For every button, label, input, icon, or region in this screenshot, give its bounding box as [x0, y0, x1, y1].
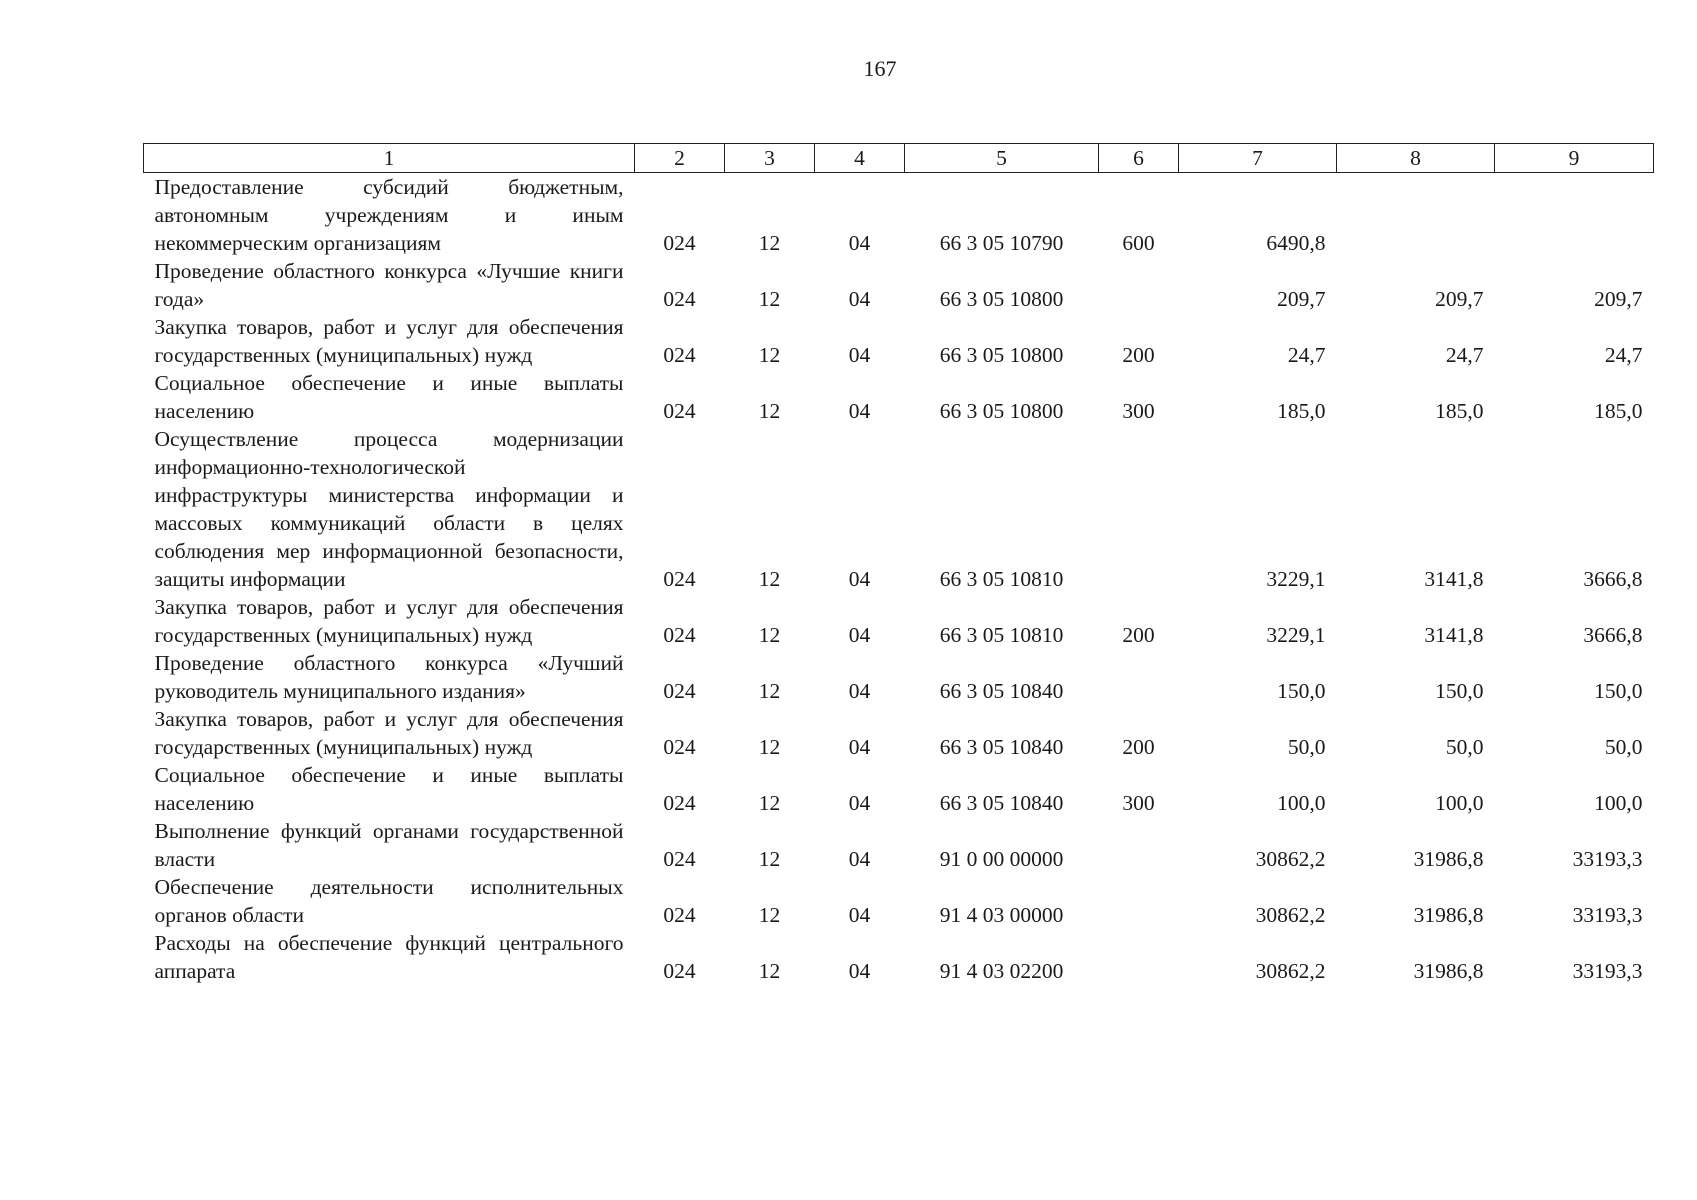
table-row: [144, 873, 1654, 929]
column-header: 5: [905, 144, 1099, 173]
expense-name: Социальное обеспечение и иные выплаты населению: [154, 371, 624, 423]
table-row: [144, 313, 1654, 369]
section-code: 12: [758, 567, 781, 591]
table-row: [144, 761, 1654, 817]
expense-type-code: 600: [1122, 231, 1155, 255]
table-header-row: [144, 144, 1654, 173]
amount-year-2: 31986,8: [1413, 959, 1484, 983]
expense-type-code: [1099, 257, 1179, 313]
column-header: 4: [815, 144, 905, 173]
amount-year-1: 24,7: [1287, 343, 1326, 367]
amount-year-1: 3229,1: [1266, 567, 1326, 591]
table-row: [144, 369, 1654, 425]
table-row: [144, 817, 1654, 873]
ministry-code: 024: [663, 567, 696, 591]
expense-type-code: 300: [1122, 399, 1155, 423]
subsection-code: 04: [848, 567, 871, 591]
subsection-code: 04: [848, 399, 871, 423]
subsection-code: 04: [848, 231, 871, 255]
ministry-code: 024: [663, 623, 696, 647]
table-row: [144, 705, 1654, 761]
expense-name: Социальное обеспечение и иные выплаты населению: [154, 763, 624, 815]
amount-year-2: 100,0: [1435, 791, 1484, 815]
amount-year-2: 31986,8: [1413, 847, 1484, 871]
ministry-code: 024: [663, 679, 696, 703]
amount-year-3: 3666,8: [1583, 623, 1643, 647]
amount-year-3: 33193,3: [1572, 847, 1643, 871]
table-body: [144, 173, 1654, 986]
subsection-code: 04: [848, 679, 871, 703]
target-article-code: 66 3 05 10800: [939, 399, 1064, 423]
section-code: 12: [758, 847, 781, 871]
section-code: 12: [758, 399, 781, 423]
subsection-code: 04: [848, 343, 871, 367]
amount-year-3: 50,0: [1604, 735, 1643, 759]
target-article-code: 66 3 05 10810: [939, 567, 1064, 591]
amount-year-1: 30862,2: [1255, 903, 1326, 927]
column-header: 6: [1099, 144, 1179, 173]
amount-year-3: 150,0: [1594, 679, 1643, 703]
column-header: 8: [1337, 144, 1495, 173]
target-article-code: 91 0 00 00000: [939, 847, 1064, 871]
section-code: 12: [758, 679, 781, 703]
amount-year-2: 209,7: [1435, 287, 1484, 311]
amount-year-1: 209,7: [1277, 287, 1326, 311]
expense-name: Расходы на обеспечение функций центрального аппарата: [154, 931, 624, 983]
expense-type-code: [1099, 649, 1179, 705]
table-row: [144, 173, 1654, 258]
column-header: 7: [1179, 144, 1337, 173]
expense-type-code: [1099, 929, 1179, 985]
expense-name: Закупка товаров, работ и услуг для обеспечения государственных (муниципальных) нужд: [154, 707, 624, 759]
expense-type-code: 200: [1122, 343, 1155, 367]
amount-year-2: 3141,8: [1424, 567, 1484, 591]
amount-year-2: 150,0: [1435, 679, 1484, 703]
target-article-code: 66 3 05 10800: [939, 343, 1064, 367]
amount-year-3: 100,0: [1594, 791, 1643, 815]
section-code: 12: [758, 287, 781, 311]
target-article-code: 91 4 03 00000: [939, 903, 1064, 927]
ministry-code: 024: [663, 735, 696, 759]
target-article-code: 66 3 05 10840: [939, 791, 1064, 815]
section-code: 12: [758, 735, 781, 759]
amount-year-3: 209,7: [1594, 287, 1643, 311]
amount-year-1: 30862,2: [1255, 847, 1326, 871]
expense-name: Обеспечение деятельности исполнительных органов области: [154, 875, 624, 927]
amount-year-1: 30862,2: [1255, 959, 1326, 983]
ministry-code: 024: [663, 903, 696, 927]
section-code: 12: [758, 791, 781, 815]
column-header: 9: [1495, 144, 1654, 173]
amount-year-2: 50,0: [1445, 735, 1484, 759]
ministry-code: 024: [663, 847, 696, 871]
amount-year-2: [1337, 173, 1495, 258]
expense-name: Выполнение функций органами государственной власти: [154, 819, 624, 871]
amount-year-3: [1495, 173, 1654, 258]
section-code: 12: [758, 959, 781, 983]
subsection-code: 04: [848, 959, 871, 983]
budget-table: [143, 143, 1654, 985]
target-article-code: 66 3 05 10840: [939, 735, 1064, 759]
subsection-code: 04: [848, 623, 871, 647]
amount-year-1: 100,0: [1277, 791, 1326, 815]
expense-type-code: 200: [1122, 623, 1155, 647]
expense-name: Осуществление процесса модернизации информационно-технологической инфраструктуры министерства информации и массовых коммуникаций области в целях соблюдения мер информационной безопасности, защиты информации: [154, 427, 624, 591]
expense-type-code: [1099, 873, 1179, 929]
expense-name: Проведение областного конкурса «Лучшие книги года»: [154, 259, 624, 311]
section-code: 12: [758, 343, 781, 367]
expense-name: Проведение областного конкурса «Лучший руководитель муниципального издания»: [154, 651, 624, 703]
table-row: [144, 929, 1654, 985]
amount-year-2: 31986,8: [1413, 903, 1484, 927]
ministry-code: 024: [663, 287, 696, 311]
amount-year-3: 33193,3: [1572, 959, 1643, 983]
expense-name: Закупка товаров, работ и услуг для обеспечения государственных (муниципальных) нужд: [154, 595, 624, 647]
subsection-code: 04: [848, 791, 871, 815]
table-row: [144, 649, 1654, 705]
ministry-code: 024: [663, 231, 696, 255]
amount-year-1: 185,0: [1277, 399, 1326, 423]
ministry-code: 024: [663, 959, 696, 983]
amount-year-3: 24,7: [1604, 343, 1643, 367]
table-row: [144, 257, 1654, 313]
target-article-code: 66 3 05 10840: [939, 679, 1064, 703]
amount-year-1: 3229,1: [1266, 623, 1326, 647]
amount-year-2: 3141,8: [1424, 623, 1484, 647]
column-header: 3: [725, 144, 815, 173]
expense-type-code: [1099, 817, 1179, 873]
subsection-code: 04: [848, 903, 871, 927]
amount-year-1: 150,0: [1277, 679, 1326, 703]
target-article-code: 66 3 05 10810: [939, 623, 1064, 647]
column-header: 2: [635, 144, 725, 173]
column-header: 1: [144, 144, 635, 173]
amount-year-3: 185,0: [1594, 399, 1643, 423]
ministry-code: 024: [663, 399, 696, 423]
expense-name: Закупка товаров, работ и услуг для обеспечения государственных (муниципальных) нужд: [154, 315, 624, 367]
target-article-code: 66 3 05 10790: [939, 231, 1064, 255]
amount-year-1: 6490,8: [1266, 231, 1326, 255]
section-code: 12: [758, 231, 781, 255]
ministry-code: 024: [663, 343, 696, 367]
subsection-code: 04: [848, 287, 871, 311]
amount-year-1: 50,0: [1287, 735, 1326, 759]
ministry-code: 024: [663, 791, 696, 815]
target-article-code: 91 4 03 02200: [939, 959, 1064, 983]
amount-year-3: 3666,8: [1583, 567, 1643, 591]
table-row: [144, 593, 1654, 649]
table-row: [144, 425, 1654, 593]
expense-type-code: [1099, 425, 1179, 593]
section-code: 12: [758, 623, 781, 647]
expense-name: Предоставление субсидий бюджетным, автономным учреждениям и иным некоммерческим организациям: [154, 175, 624, 255]
target-article-code: 66 3 05 10800: [939, 287, 1064, 311]
section-code: 12: [758, 903, 781, 927]
amount-year-3: 33193,3: [1572, 903, 1643, 927]
expense-type-code: 300: [1122, 791, 1155, 815]
expense-type-code: 200: [1122, 735, 1155, 759]
subsection-code: 04: [848, 847, 871, 871]
amount-year-2: 185,0: [1435, 399, 1484, 423]
amount-year-2: 24,7: [1445, 343, 1484, 367]
subsection-code: 04: [848, 735, 871, 759]
page-number: 167: [863, 56, 897, 81]
